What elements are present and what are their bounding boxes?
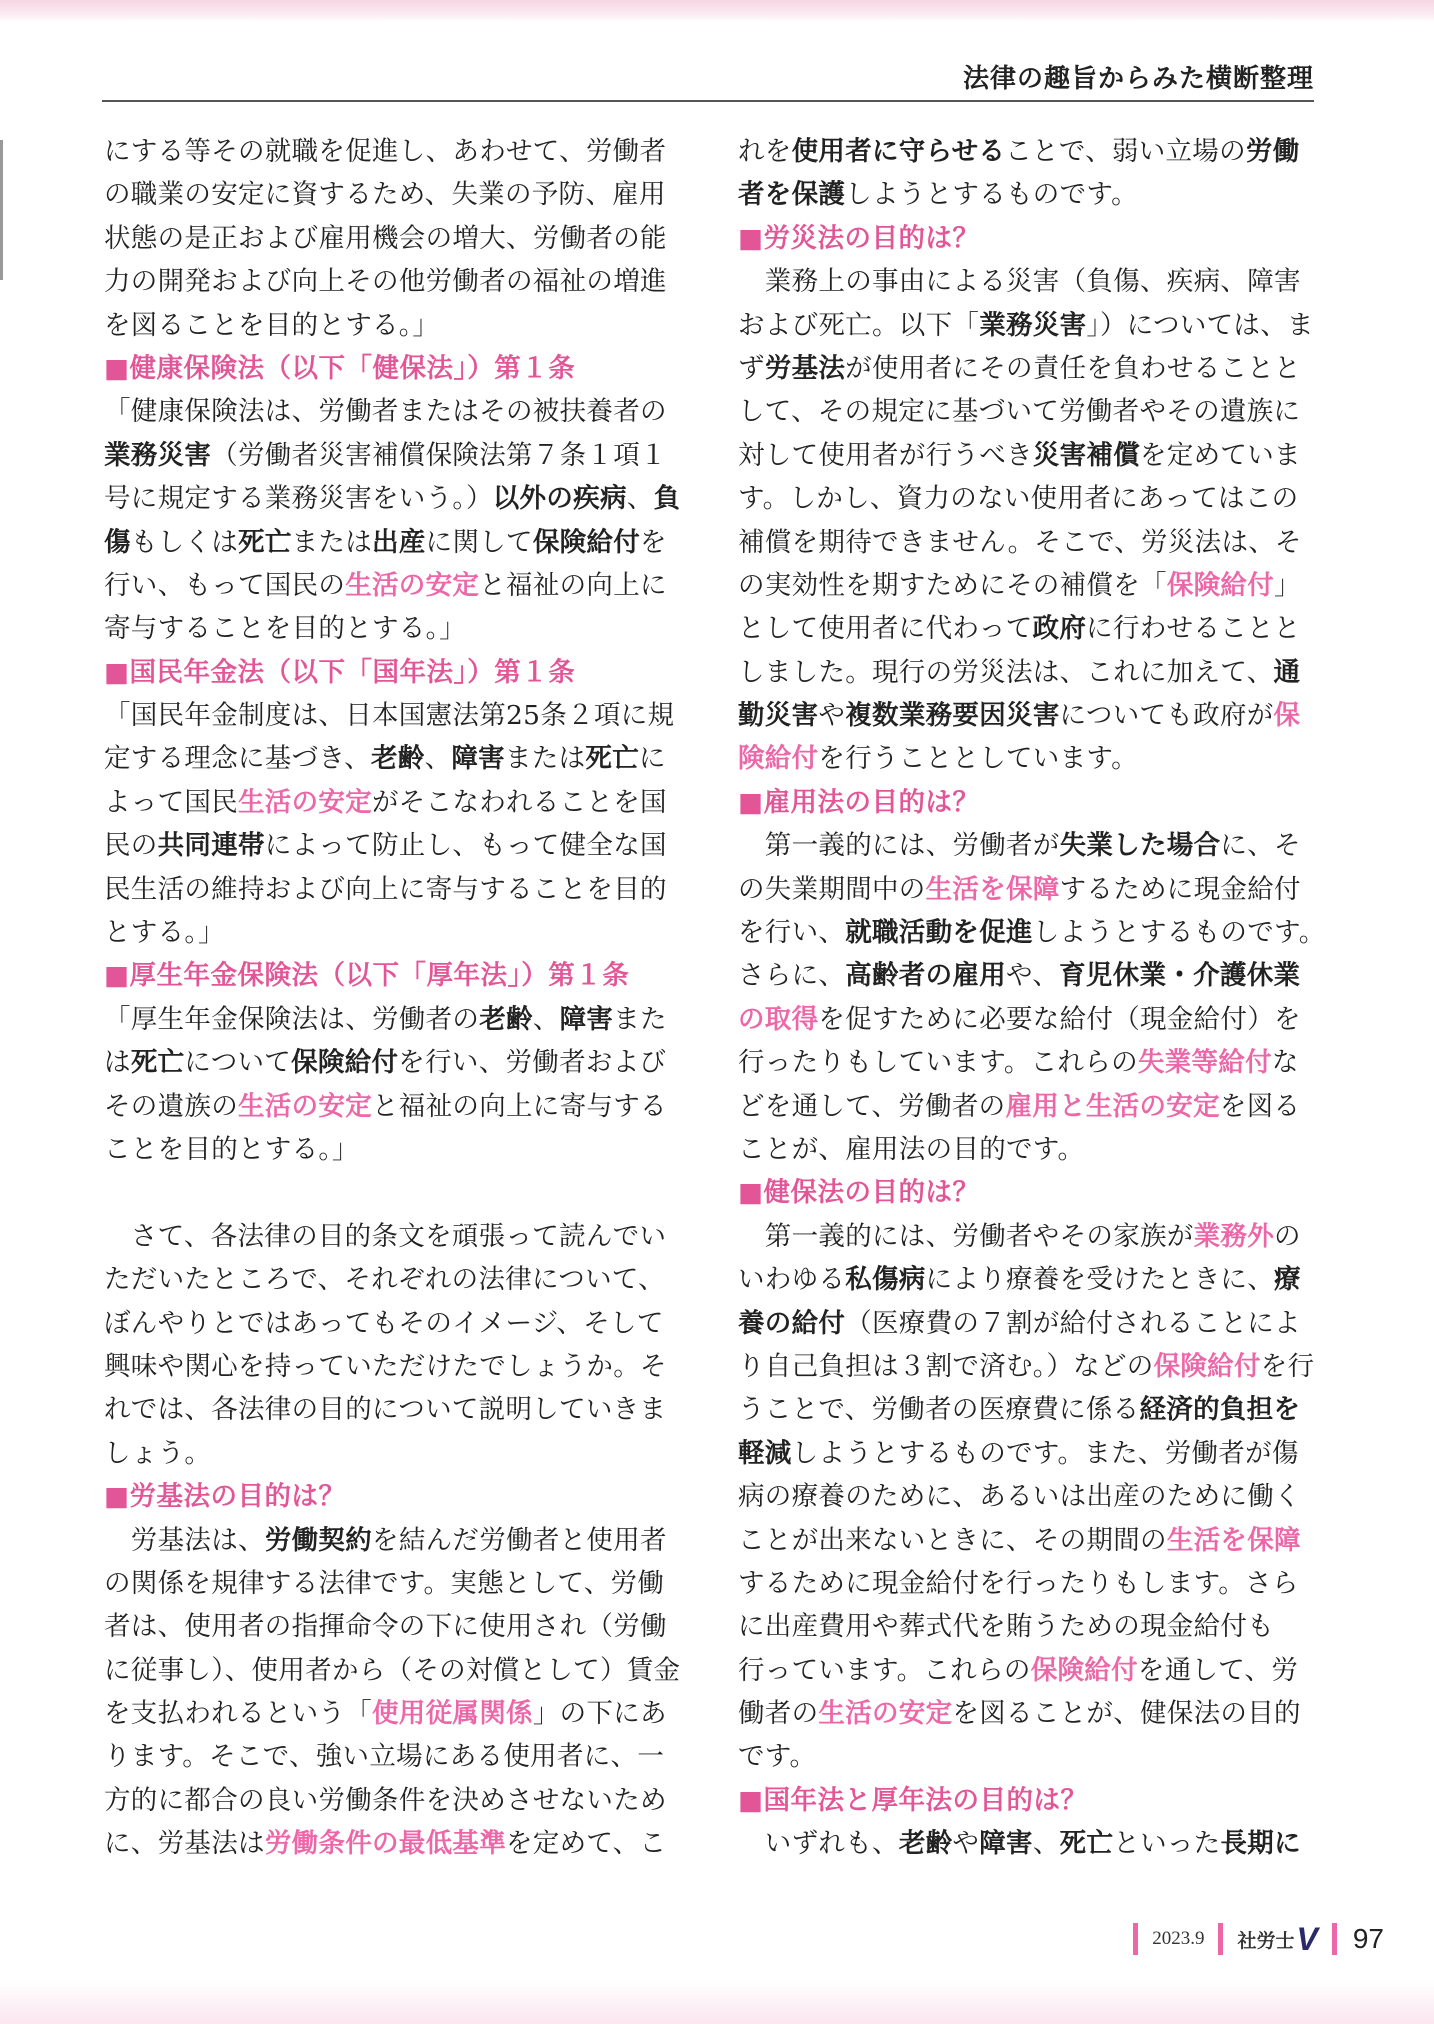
text-line <box>104 1258 686 1301</box>
pink-highlight: 使用従属関係 <box>372 1698 533 1730</box>
pink-highlight: 生活の安定 <box>238 1090 372 1122</box>
text-run: により療養を受けたときに、 <box>925 1264 1275 1296</box>
text-run: がそこなわれることを国 <box>372 786 667 818</box>
text-run: 第一義的には、労働者やその家族が <box>738 1220 1194 1252</box>
pink-highlight: 保険給付 <box>1166 569 1275 601</box>
section-heading: ■国年法と厚年法の目的は？ <box>738 1784 1088 1816</box>
text-line <box>104 1302 686 1345</box>
text-run: 号に規定する業務災害をいう。） <box>104 483 493 515</box>
text-line <box>738 434 1320 477</box>
pink-highlight: 生活の安定 <box>238 786 372 818</box>
text-line <box>104 1605 686 1648</box>
text-run: り自己負担は３割で済む。）などの <box>738 1350 1154 1382</box>
text-run: 」 <box>1274 569 1301 601</box>
text-run: と福祉の向上に寄与する <box>372 1090 667 1122</box>
text-run: についても政府が <box>1059 700 1274 732</box>
text-run: （労働者災害補償保険法第７条１項１ <box>211 439 667 471</box>
text-line <box>104 694 686 737</box>
bold-term: 就職活動を促進 <box>845 917 1033 949</box>
text-run: ず <box>738 352 765 384</box>
pink-highlight: 保 <box>1273 700 1301 732</box>
text-line <box>104 1388 686 1431</box>
text-run: を結んだ労働者と使用者 <box>372 1524 667 1556</box>
text-run: を図ることを目的とする。」 <box>104 309 440 341</box>
text-run: 行ったりもしています。これらの <box>738 1047 1138 1079</box>
text-run: です。 <box>738 1741 817 1773</box>
pink-highlight: 保険給付 <box>1030 1654 1138 1686</box>
bottom-decorative-band <box>0 1980 1434 2024</box>
text-run: どを通して、労働者の <box>738 1090 1006 1122</box>
text-run: しようとするものです。また、労働者が傷 <box>791 1437 1299 1469</box>
text-line <box>104 1562 686 1605</box>
text-line <box>738 824 1320 867</box>
text-run: れでは、各法律の目的について説明していきま <box>104 1394 667 1426</box>
footer-bar <box>1133 1923 1138 1955</box>
text-line <box>738 651 1320 694</box>
text-line <box>738 1822 1320 1865</box>
text-line <box>104 868 686 911</box>
text-run: もしくは <box>130 526 239 558</box>
text-line <box>104 130 686 173</box>
text-run: れを <box>738 136 792 167</box>
text-line <box>104 1779 686 1822</box>
text-line <box>738 1692 1320 1735</box>
text-line <box>738 1302 1320 1345</box>
pink-highlight: 生活を保障 <box>1166 1524 1301 1556</box>
text-run: するために現金給付 <box>1059 873 1301 905</box>
bold-term: 経済的負担を <box>1139 1394 1301 1426</box>
bold-term: 長期に <box>1220 1828 1301 1860</box>
text-run: 「厚生年金保険法は、労働者の <box>104 1003 480 1035</box>
bold-term: 政府 <box>1032 613 1087 645</box>
text-run: しょう。 <box>104 1437 212 1469</box>
text-line <box>738 477 1320 520</box>
text-line <box>738 1215 1320 1258</box>
text-line <box>104 477 686 520</box>
text-line <box>738 1649 1320 1692</box>
text-line <box>738 607 1320 650</box>
text-run: して、その規定に基づいて労働者やその遺族に <box>738 396 1301 428</box>
text-run: しようとするものです。 <box>845 179 1138 211</box>
bold-term: 以外の疾病 <box>492 483 627 515</box>
text-line <box>104 434 686 477</box>
text-run: するために現金給付を行ったりもします。さら <box>738 1567 1299 1599</box>
text-run: を定めていま <box>1140 439 1301 471</box>
text-line <box>738 1258 1320 1301</box>
text-line <box>738 1519 1320 1562</box>
section-heading: ■厚生年金保険法（以下「厚年法」）第１条 <box>104 960 630 992</box>
text-run: や <box>818 700 846 732</box>
header-rule <box>102 100 1314 102</box>
pink-highlight: 失業等給付 <box>1137 1047 1272 1079</box>
text-run: また <box>613 1003 667 1035</box>
text-run: ただいたところで、それぞれの法律について、 <box>104 1264 665 1296</box>
bold-term: 災害補償 <box>1032 439 1141 471</box>
text-run: や、 <box>1006 960 1060 992</box>
text-line <box>104 564 686 607</box>
text-line <box>738 998 1320 1041</box>
text-run: 「国民年金制度は、日本国憲法第25条２項に規 <box>104 700 675 732</box>
text-line <box>738 390 1320 433</box>
text-run: ります。そこで、強い立場にある使用者に、一 <box>104 1741 665 1773</box>
text-run: 」の下にあ <box>532 1698 667 1730</box>
text-line <box>738 130 1320 173</box>
text-line <box>104 1692 686 1735</box>
pink-highlight: 雇用と生活の安定 <box>1005 1090 1220 1122</box>
text-line <box>738 954 1320 997</box>
text-run: または <box>504 743 586 775</box>
text-run: 行っています。これらの <box>738 1654 1031 1686</box>
text-run: ことを目的とする。」 <box>104 1133 359 1165</box>
text-line <box>738 521 1320 564</box>
text-run: にする等その就職を促進し、あわせて、労働者 <box>104 136 667 167</box>
page-number: 97 <box>1352 1923 1384 1954</box>
text-run: 補償を期待できません。そこで、労災法は、そ <box>738 526 1302 558</box>
text-line <box>738 1562 1320 1605</box>
text-run: を行 <box>1260 1350 1315 1382</box>
pink-highlight: 生活を保障 <box>925 873 1060 905</box>
text-run: 「健康保険法は、労働者またはその被扶養者の <box>104 396 667 428</box>
text-run: を行い、 <box>738 917 846 949</box>
bold-term: 老齢 <box>479 1003 533 1035</box>
text-run: について <box>184 1047 292 1079</box>
top-decorative-band <box>0 0 1434 22</box>
bold-term: 死亡 <box>1059 1828 1114 1860</box>
text-run: を通して、労 <box>1137 1654 1299 1686</box>
bold-term: 労働 <box>1245 136 1300 167</box>
text-run: や <box>952 1828 980 1860</box>
text-run: ことが出来ないときに、その期間の <box>738 1524 1167 1556</box>
text-run: な <box>1271 1047 1299 1079</box>
text-run: 民の <box>104 830 158 862</box>
text-run: 労基法は、 <box>104 1524 265 1556</box>
text-run: が使用者にその責任を負わせることと <box>845 352 1301 384</box>
text-run: その遺族の <box>104 1090 238 1122</box>
text-line <box>104 1735 686 1778</box>
bold-term: 複数業務要因災害 <box>845 700 1060 732</box>
text-run: の職業の安定に資するため、失業の予防、雇用 <box>104 179 666 211</box>
bold-term: 死亡 <box>585 743 639 775</box>
bold-term: 使用者に守らせる <box>791 136 1006 167</box>
text-line <box>738 1432 1320 1475</box>
bold-term: 障害 <box>451 743 505 775</box>
text-run: を支払われるという「 <box>104 1698 372 1730</box>
text-line <box>104 998 686 1041</box>
pink-highlight: 生活の安定 <box>818 1698 953 1730</box>
section-heading: ■健康保険法（以下「健保法」）第１条 <box>104 352 576 384</box>
text-run: 、 <box>1032 1828 1060 1860</box>
text-run: を促すために必要な給付（現金給付）を <box>818 1003 1301 1035</box>
text-line <box>104 607 686 650</box>
text-run: といった <box>1113 1828 1221 1860</box>
bold-term: 障害 <box>979 1828 1033 1860</box>
left-edge-mark <box>0 140 3 280</box>
text-run: 第一義的には、労働者が <box>738 830 1060 862</box>
text-run: ぼんやりとではあってもそのイメージ、そして <box>104 1307 664 1339</box>
text-run: いわゆる <box>738 1264 846 1296</box>
text-line <box>104 1128 686 1171</box>
left-column <box>104 130 686 1866</box>
text-line <box>738 1128 1320 1171</box>
text-line <box>738 1388 1320 1431</box>
text-run: によって防止し、もって健全な国 <box>264 830 667 862</box>
text-line <box>738 1345 1320 1388</box>
text-line <box>738 868 1320 911</box>
text-run: として使用者に代わって <box>738 613 1033 645</box>
text-run: ことが、雇用法の目的です。 <box>738 1133 1085 1165</box>
bold-term: 共同連帯 <box>157 830 265 862</box>
text-run: す。しかし、資力のない使用者にあってはこの <box>738 483 1299 515</box>
text-line <box>104 781 686 824</box>
text-line <box>738 911 1326 954</box>
text-run: の関係を規律する法律です。実態として、労働 <box>104 1567 665 1599</box>
text-line <box>104 1519 686 1562</box>
text-run: ことで、弱い立場の <box>1005 136 1246 167</box>
page-footer <box>1119 1922 1384 1956</box>
pink-highlight: 業務外 <box>1193 1220 1275 1252</box>
bold-term: 傷 <box>104 526 131 558</box>
text-run: 、 <box>532 1003 560 1035</box>
pink-highlight: 険給付 <box>738 743 819 775</box>
text-line <box>738 1605 1320 1648</box>
text-line <box>104 521 686 564</box>
magazine-logo-text: 社労士 <box>1237 1930 1295 1952</box>
text-run: 状態の是正および雇用機会の増大、労働者の能 <box>104 222 667 254</box>
bold-term: 通 <box>1273 656 1301 688</box>
pink-highlight: 保険給付 <box>1153 1350 1261 1382</box>
text-line <box>104 737 686 780</box>
text-line <box>738 564 1320 607</box>
text-run: に出産費用や葬式代を賄うための現金給付も <box>738 1611 1274 1643</box>
text-line <box>738 1475 1320 1518</box>
text-run: または <box>291 526 373 558</box>
section-heading: ■労基法の目的は？ <box>104 1481 346 1513</box>
text-run: を定めて、こ <box>506 1828 667 1860</box>
text-run: の実効性を期すためにその補償を「 <box>738 569 1167 601</box>
text-run: 、 <box>626 483 654 515</box>
text-line <box>738 304 1320 347</box>
text-line <box>104 1085 686 1128</box>
bold-term: 業務災害 <box>104 439 212 471</box>
section-heading: ■国民年金法（以下「国年法」）第１条 <box>104 656 576 688</box>
magazine-logo-mark: V <box>1296 1920 1318 1957</box>
text-line <box>104 1041 686 1084</box>
text-run: を図る <box>1219 1090 1301 1122</box>
text-run: は <box>104 1047 131 1079</box>
text-line <box>104 911 686 954</box>
text-run: さて、各法律の目的条文を頑張って読んでい <box>104 1220 667 1252</box>
text-line <box>104 1822 686 1865</box>
footer-date: 2023.9 <box>1152 1928 1205 1949</box>
text-line <box>104 304 686 347</box>
section-heading: ■労災法の目的は？ <box>738 222 980 254</box>
text-line <box>104 173 686 216</box>
text-run: 業務上の事由による災害（負傷、疾病、障害 <box>738 266 1301 298</box>
text-run: 方的に都合の良い労働条件を決めさせないため <box>104 1784 667 1816</box>
section-heading: ■健保法の目的は？ <box>738 1177 980 1209</box>
text-run: しました。現行の労災法は、これに加えて、 <box>738 656 1274 688</box>
text-run: を <box>640 526 667 558</box>
text-run: を行うこととしています。 <box>818 743 1138 775</box>
text-line <box>104 1215 686 1258</box>
text-run: （医療費の７割が給付されることによ <box>845 1307 1301 1339</box>
blank-line <box>104 1171 686 1214</box>
bold-term: 労働契約 <box>264 1524 373 1556</box>
text-line <box>104 260 686 303</box>
text-run: に <box>639 743 666 775</box>
text-line <box>738 737 1320 780</box>
bold-term: 失業した場合 <box>1059 830 1221 862</box>
text-run: 者は、使用者の指揮命令の下に使用され（労働 <box>104 1611 667 1643</box>
text-line <box>738 1085 1320 1128</box>
text-line <box>738 1735 1320 1778</box>
text-line <box>104 1432 686 1475</box>
bold-term: 高齢者の雇用 <box>845 960 1007 992</box>
bold-term: 老齢 <box>898 1828 953 1860</box>
pink-highlight: 生活の安定 <box>345 569 480 601</box>
bold-term: 出産 <box>372 526 426 558</box>
text-line <box>104 1649 686 1692</box>
text-run: 定する理念に基づき、 <box>104 743 371 775</box>
text-line <box>104 1345 686 1388</box>
text-run: 民生活の維持および向上に寄与することを目的 <box>104 873 667 905</box>
text-run: および死亡。以下「 <box>738 309 980 341</box>
pink-highlight: 労働条件の最低基準 <box>264 1828 507 1860</box>
text-run: に、そ <box>1220 830 1301 862</box>
running-header-title: 法律の趣旨からみた横断整理 <box>962 64 1314 94</box>
bold-term: 私傷病 <box>845 1264 926 1296</box>
text-run: 寄与することを目的とする。」 <box>104 613 466 645</box>
bold-term: 養の給付 <box>738 1307 846 1339</box>
bold-term: 労基法 <box>764 352 846 384</box>
text-run: と福祉の向上に <box>479 569 667 601</box>
text-run: うことで、労働者の医療費に係る <box>738 1394 1140 1426</box>
text-run: 力の開発および向上その他労働者の福祉の増進 <box>104 266 667 298</box>
bold-term: 保険給付 <box>532 526 641 558</box>
text-run: 働者の <box>738 1698 819 1730</box>
text-run: とする。」 <box>104 917 225 949</box>
text-run: に関して <box>425 526 533 558</box>
text-run: しようとするものです。 <box>1032 917 1326 949</box>
bold-term: 勤災害 <box>738 700 819 732</box>
bold-term: 育児休業・介護休業 <box>1059 960 1301 992</box>
bold-term: 負 <box>653 483 681 515</box>
footer-bar <box>1218 1923 1223 1955</box>
footer-bar <box>1332 1923 1337 1955</box>
text-run: 興味や関心を持っていただけたでしょうか。そ <box>104 1350 667 1382</box>
bold-term: 老齢 <box>370 743 425 775</box>
text-line <box>738 173 1320 216</box>
text-run: 病の療養のために、あるいは出産のために働く <box>738 1481 1301 1513</box>
text-run: 」）については、ま <box>1086 309 1314 341</box>
text-line <box>738 260 1320 303</box>
text-run: に行わせることと <box>1086 613 1301 645</box>
text-run: を行い、労働者および <box>398 1047 667 1079</box>
text-run: よって国民 <box>104 786 238 818</box>
text-run: いずれも、 <box>738 1828 899 1860</box>
text-line <box>738 347 1320 390</box>
text-line <box>104 824 686 867</box>
pink-highlight: の取得 <box>738 1003 819 1035</box>
text-run: さらに、 <box>738 960 846 992</box>
text-run: 行い、もって国民の <box>104 569 346 601</box>
bold-term: 者を保護 <box>738 179 846 211</box>
text-run: に従事し）、使用者から（その対償として）賃金 <box>104 1654 681 1686</box>
text-run: に、労基法は <box>104 1828 265 1860</box>
text-run: の <box>1274 1220 1301 1252</box>
section-heading: ■雇用法の目的は？ <box>738 786 980 818</box>
bold-term: 業務災害 <box>979 309 1087 341</box>
text-run: の失業期間中の <box>738 873 926 905</box>
text-run: 対して使用者が行うべき <box>738 439 1033 471</box>
bold-term: 軽減 <box>738 1437 792 1469</box>
text-line <box>738 1041 1320 1084</box>
bold-term: 障害 <box>559 1003 614 1035</box>
text-run: 、 <box>424 743 452 775</box>
bold-term: 死亡 <box>130 1047 185 1079</box>
text-line <box>738 694 1320 737</box>
bold-term: 死亡 <box>238 526 292 558</box>
bold-term: 保険給付 <box>291 1047 399 1079</box>
text-run: を図ることが、健保法の目的 <box>952 1698 1301 1730</box>
text-line <box>104 390 686 433</box>
text-line <box>104 217 686 260</box>
right-column <box>738 130 1326 1866</box>
bold-term: 療 <box>1274 1264 1301 1296</box>
